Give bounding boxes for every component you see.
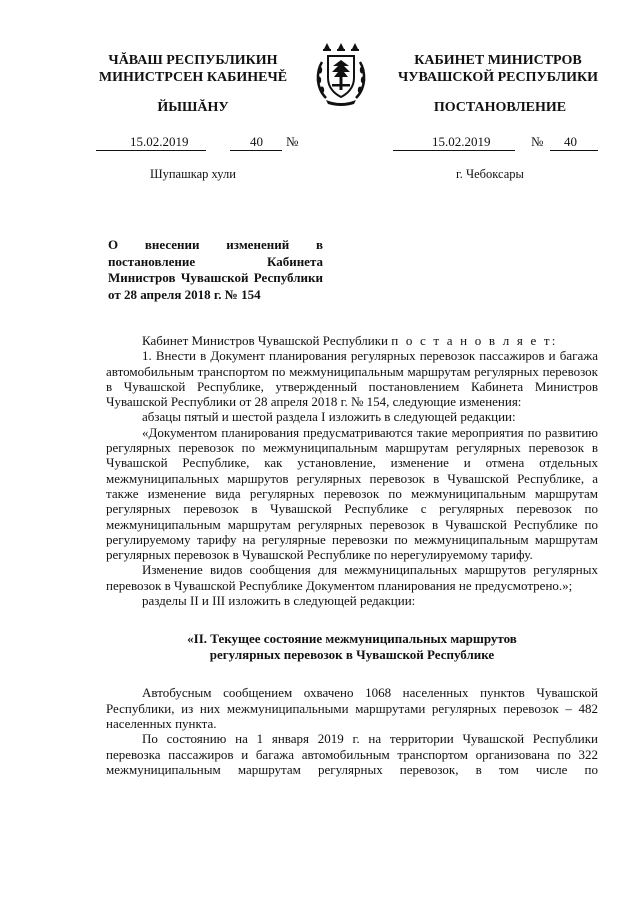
date-right-underline bbox=[393, 150, 515, 151]
intro-paragraph bbox=[106, 333, 598, 348]
paragraph-4: Изменение видов сообщения для межмуниципальных маршрутов регулярных перевозок в Чувашской Республике Документом планирования не предусмотрено.»; bbox=[106, 562, 598, 593]
section-heading-line1: «II. Текущее состояние межмуниципальных маршрутов bbox=[187, 631, 517, 647]
place-left: Шупашкар хули bbox=[150, 167, 236, 181]
date-left: 15.02.2019 bbox=[130, 134, 189, 149]
date-left-underline bbox=[96, 150, 206, 151]
header-right-line2: ЧУВАШСКОЙ РЕСПУБЛИКИ bbox=[397, 70, 599, 85]
intro-verb: п о с т а н о в л я е т: bbox=[391, 333, 558, 348]
place-right: г. Чебоксары bbox=[456, 167, 524, 181]
section-heading-line2: регулярных перевозок в Чувашской Республике bbox=[209, 647, 495, 663]
number-sign-right: № bbox=[531, 134, 544, 149]
paragraph-1: 1. Внести в Документ планирования регулярных перевозок пассажиров и багажа автомобильным транспортом по межмуниципальным маршрутам регулярных перевозок в Чувашской Республике, утвержденный постановлением Кабинета Министров Чувашской Республики от 28 апреля 2018 г. № 154, следующие изменения: bbox=[106, 348, 598, 410]
document-body bbox=[106, 333, 598, 777]
intro-text: Кабинет Министров Чувашской Республики bbox=[142, 333, 388, 348]
header-right bbox=[368, 52, 628, 86]
section-heading bbox=[106, 631, 598, 663]
number-left-underline bbox=[230, 150, 282, 151]
paragraph-6: Автобусным сообщением охвачено 1068 населенных пунктов Чувашской Республики, из них межмуниципальными маршрутами регулярных перевозок – 482 населенных пункта. bbox=[106, 685, 598, 731]
emblem-icon bbox=[314, 40, 368, 108]
paragraph-7: По состоянию на 1 января 2019 г. на территории Чувашской Республики перевозка пассажиров и багажа автомобильным транспортом организована по 322 межмуниципальным маршрутам регулярных перевозок, в том числе по bbox=[106, 731, 598, 777]
header-left bbox=[78, 52, 308, 86]
document-title: О внесении изменений в постановление Кабинета Министров Чувашской Республики от 28 апреля 2018 г. № 154 bbox=[108, 237, 323, 302]
doc-type-left: ЙЫШĂНУ bbox=[157, 100, 229, 115]
paragraph-2: абзацы пятый и шестой раздела I изложить в следующей редакции: bbox=[142, 409, 516, 425]
header-left-line2: МИНИСТРСЕН КАБИНЕЧĚ bbox=[98, 70, 288, 85]
number-left: 40 bbox=[250, 134, 263, 149]
number-sign-left: № bbox=[286, 134, 299, 149]
number-right-underline bbox=[550, 150, 598, 151]
header-left-line1: ЧĂВАШ РЕСПУБЛИКИН bbox=[108, 53, 278, 68]
header-right-line1: КАБИНЕТ МИНИСТРОВ bbox=[414, 53, 582, 68]
paragraph-3: «Документом планирования предусматриваются такие мероприятия по развитию регулярных перевозок по межмуниципальным маршрутам регулярных перевозок в Чувашской Республике, как установление, изменение и отмена отдельных межмуниципальных маршрутов регулярных перевозок в Чувашской Республике, а также изменение вида регулярных перевозок по межмуниципальным маршрутам регулярных перевозок в Чувашской Республике с регулярных перевозок по межмуниципальным маршрутам регулярных перевозок в Чувашской Республике по регулируемому тарифу на регулярные перевозки по межмуниципальным маршрутам регулярных перевозок в Чувашской Республике по нерегулируемому тарифу. bbox=[106, 424, 598, 563]
date-right: 15.02.2019 bbox=[432, 134, 491, 149]
paragraph-5: разделы II и III изложить в следующей редакции: bbox=[142, 593, 416, 609]
doc-type-right: ПОСТАНОВЛЕНИЕ bbox=[433, 100, 567, 115]
number-right: 40 bbox=[564, 134, 577, 149]
